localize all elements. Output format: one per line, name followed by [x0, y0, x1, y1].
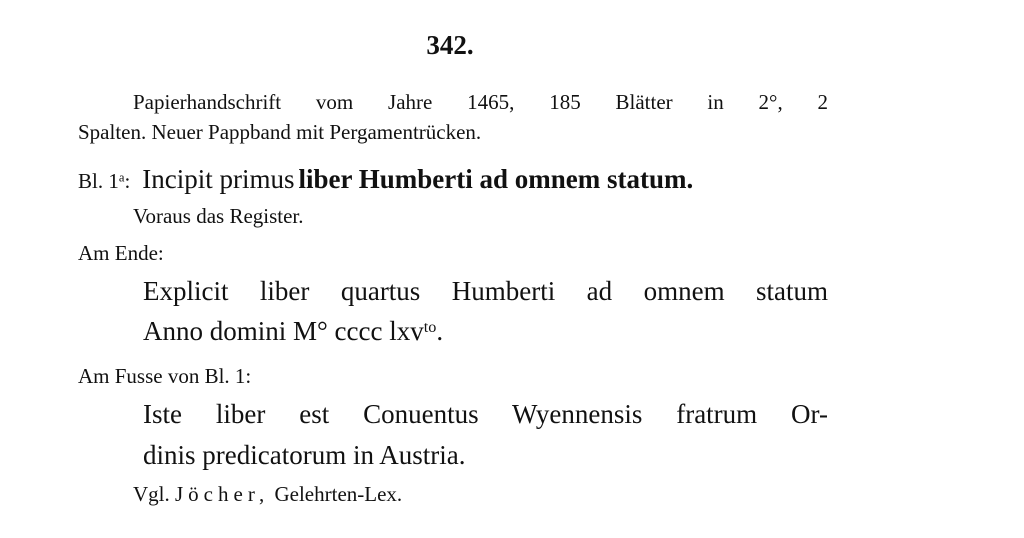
- end-label: Am Ende:: [78, 241, 164, 265]
- reference-line: Vgl. Jöcher, Gelehrten-Lex.: [133, 482, 403, 506]
- ownership-line-2: dinis predicatorum in Austria.: [143, 440, 466, 470]
- folio-reference: Bl. 1$^a$:: [78, 169, 131, 193]
- explicit-line-2: Anno domini M° cccc lxv$^{to}$.: [143, 316, 444, 346]
- incipit-entry: [78, 166, 693, 193]
- incipit-bold-title: liber Humberti ad omnem statum.: [298, 164, 694, 194]
- description-line-2: Spalten. Neuer Pappband mit Pergamentrücken.: [78, 120, 482, 144]
- work-title: Gelehrten-Lex.: [274, 482, 403, 506]
- ownership-line-1: Iste liber est Conuentus Wyennensis fratrum Or-: [143, 399, 828, 429]
- description-line-1: Papierhandschrift vom Jahre 1465, 185 Blätter in 2°, 2: [133, 90, 828, 114]
- register-note: Voraus das Register.: [133, 204, 304, 228]
- author-name: Jöcher,: [175, 482, 270, 506]
- explicit-line-1: Explicit liber quartus Humberti ad omnem statum: [143, 276, 828, 306]
- incipit-plain-text: Incipit primus: [142, 164, 295, 194]
- foot-label: Am Fusse von Bl. 1:: [78, 364, 252, 388]
- page-number: 342.: [426, 30, 474, 60]
